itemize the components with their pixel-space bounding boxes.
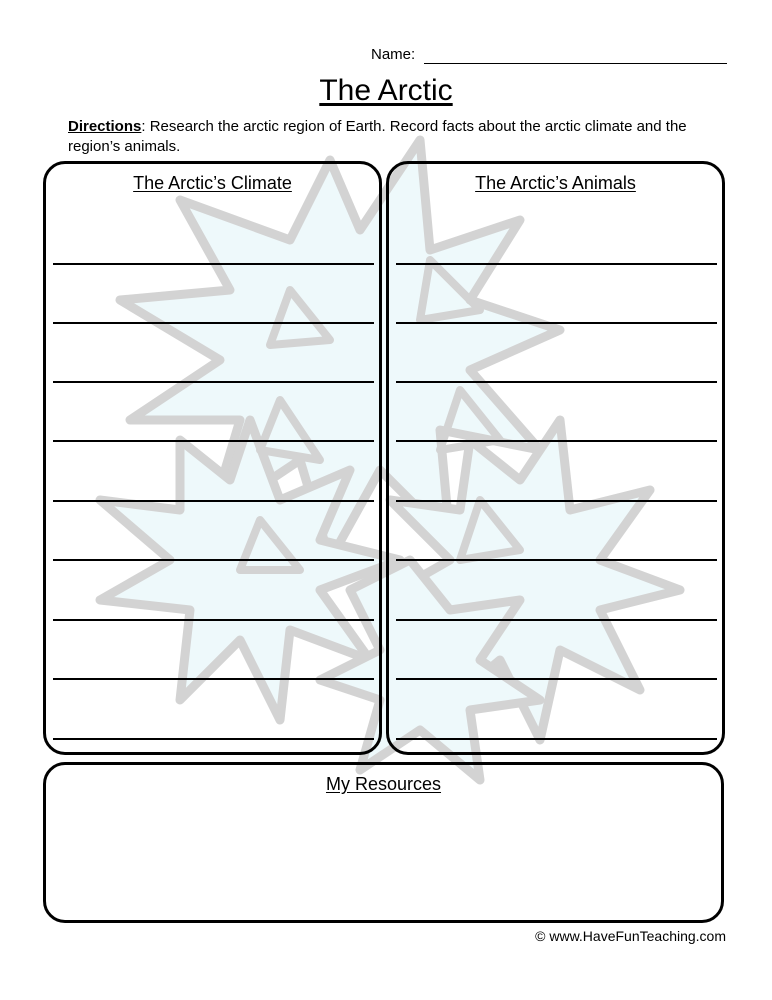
animals-write-line[interactable] <box>396 559 717 561</box>
animals-write-line[interactable] <box>396 440 717 442</box>
animals-write-line[interactable] <box>396 738 717 740</box>
climate-write-line[interactable] <box>53 381 374 383</box>
animals-write-line[interactable] <box>396 263 717 265</box>
animals-box <box>386 161 725 755</box>
page-title: The Arctic <box>319 74 453 107</box>
animals-box-title: The Arctic’s Animals <box>475 173 636 193</box>
directions <box>68 117 718 157</box>
animals-write-line[interactable] <box>396 619 717 621</box>
resources-box-title: My Resources <box>325 774 442 794</box>
climate-write-line[interactable] <box>53 738 374 740</box>
resources-box[interactable] <box>43 762 724 923</box>
animals-write-line[interactable] <box>396 322 717 324</box>
animals-write-line[interactable] <box>396 500 717 502</box>
animals-write-line[interactable] <box>396 381 717 383</box>
directions-label: Directions <box>68 118 142 135</box>
climate-box-title: The Arctic’s Climate <box>133 173 292 193</box>
climate-write-line[interactable] <box>53 500 374 502</box>
directions-text: : Research the arctic region of Earth. Record facts about the arctic climate and the region’s animals. <box>68 118 687 155</box>
climate-box <box>43 161 382 755</box>
climate-write-line[interactable] <box>53 619 374 621</box>
copyright-footer: © www.HaveFunTeaching.com <box>535 928 726 944</box>
climate-write-line[interactable] <box>53 678 374 680</box>
animals-write-line[interactable] <box>396 678 717 680</box>
climate-write-line[interactable] <box>53 263 374 265</box>
climate-write-line[interactable] <box>53 440 374 442</box>
climate-write-line[interactable] <box>53 322 374 324</box>
name-label: Name: <box>371 46 416 63</box>
climate-write-line[interactable] <box>53 559 374 561</box>
name-field[interactable] <box>424 63 727 64</box>
